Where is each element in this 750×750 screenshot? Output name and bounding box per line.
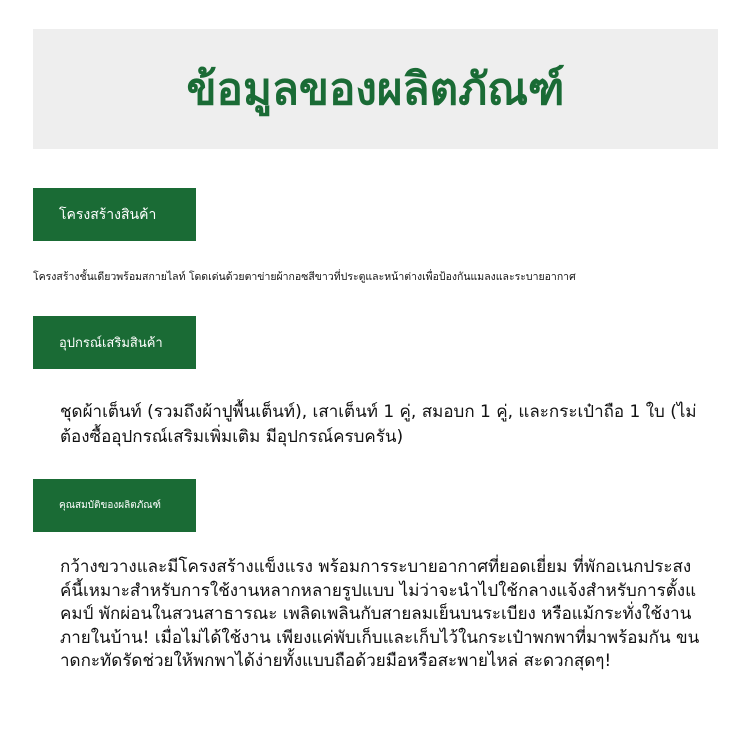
section-label-structure-text: โครงสร้างสินค้า [59,206,157,223]
section-label-features [33,479,196,532]
title-banner [33,29,718,149]
accessories-description: ชุดผ้าเต็นท์ (รวมถึงผ้าปูพื้นเต็นท์), เสาเต็นท์ 1 คู่, สมอบก 1 คู่, และกระเป๋าถือ 1 ใบ (ไม่ต้องซื้ออุปกรณ์เสริมเพิ่มเติม มีอุปกรณ์ครบครัน) [60,402,697,447]
section-label-features-text: คุณสมบัติของผลิตภัณฑ์ [59,500,161,511]
section-label-structure [33,188,196,241]
structure-description: โครงสร้างชั้นเดียวพร้อมสกายไลท์ โดดเด่นด้วยตาข่ายผ้ากอซสีขาวที่ประตูและหน้าต่างเพื่อป้องกันแมลงและระบายอากาศ [33,271,576,283]
section-label-accessories-text: อุปกรณ์เสริมสินค้า [59,336,163,351]
features-description: กว้างขวางและมีโครงสร้างแข็งแรง พร้อมการระบายอากาศที่ยอดเยี่ยม ที่พักอเนกประสงค์นี้เหมาะสำหรับการใช้งานหลากหลายรูปแบบ ไม่ว่าจะนำไปใช้กลางแจ้งสำหรับการตั้งแคมป์ พักผ่อนในสวนสาธารณะ เพลิดเพลินกับสายลมเย็นบนระเบียง หรือแม้กระทั่งใช้งานภายในบ้าน! เมื่อไม่ได้ใช้งาน เพียงแค่พับเก็บและเก็บไว้ในกระเป๋าพกพาที่มาพร้อมกัน ขนาดกะทัดรัดช่วยให้พกพาได้ง่ายทั้งแบบถือด้วยมือหรือสะพายไหล่ สะดวกสุดๆ! [60,557,700,671]
page-title: ข้อมูลของผลิตภัณฑ์ [186,64,565,115]
section-label-accessories [33,316,196,369]
